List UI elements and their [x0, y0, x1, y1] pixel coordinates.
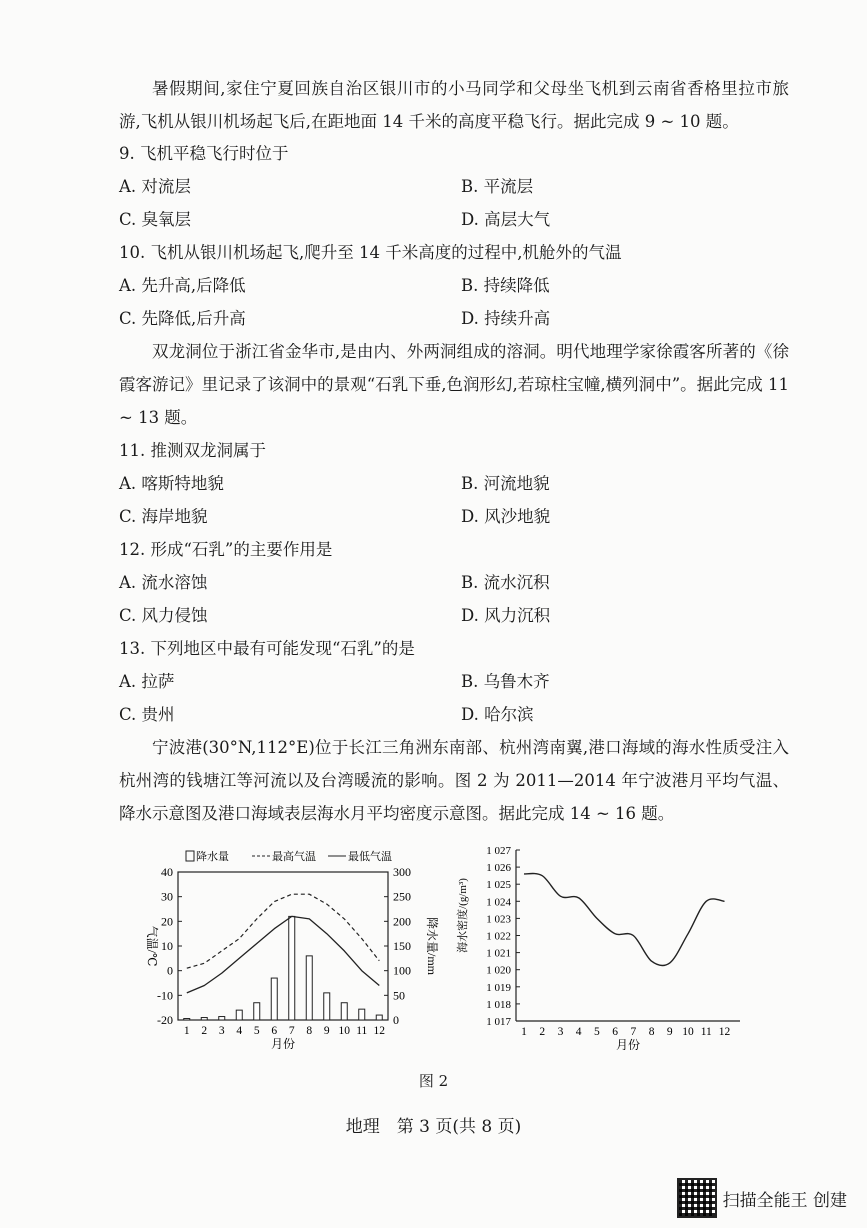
q9-option-c: C. 臭氧层 [119, 210, 192, 229]
qr-code-icon [677, 1178, 717, 1218]
precip-bar [236, 1010, 242, 1020]
legend-precip-label: 降水量 [196, 851, 229, 863]
precip-bar [289, 916, 295, 1020]
question-12-stem: 12. 形成“石乳”的主要作用是 [119, 540, 333, 559]
x-tick-label: 5 [253, 1025, 260, 1037]
left-tick-label: 0 [167, 963, 173, 978]
q12-option-c: C. 风力侵蚀 [119, 606, 208, 625]
question-9-stem: 9. 飞机平稳飞行时位于 [119, 144, 289, 163]
q9-option-b: B. 平流层 [461, 177, 534, 196]
right-tick-label: 150 [393, 939, 411, 953]
x-tick-label: 1 [521, 1026, 527, 1038]
q10-option-a: A. 先升高,后降低 [119, 276, 246, 295]
precip-bar [201, 1018, 207, 1020]
x-tick-label: 1 [183, 1025, 190, 1037]
precip-bar [219, 1017, 225, 1020]
q10-option-b: B. 持续降低 [461, 276, 550, 295]
left-tick-label: 20 [161, 914, 173, 929]
y-tick-label: 1 019 [486, 981, 511, 994]
precip-bar [306, 956, 312, 1020]
x-axis-label: 月份 [615, 1038, 641, 1052]
x-tick-label: 6 [271, 1025, 278, 1037]
y-tick-label: 1 026 [486, 862, 511, 875]
q10-option-c: C. 先降低,后升高 [119, 309, 246, 328]
y-axis-label: 海水密度/(g/m³) [457, 878, 469, 953]
x-tick-label: 10 [682, 1026, 694, 1038]
x-tick-label: 3 [557, 1026, 564, 1038]
right-tick-label: 100 [393, 963, 411, 978]
legend-max-label: 最高气温 [272, 851, 316, 863]
y-tick-label: 1 024 [486, 896, 511, 909]
x-tick-label: 4 [236, 1025, 243, 1037]
precip-bar [271, 978, 277, 1020]
q13-option-c: C. 贵州 [119, 705, 175, 724]
x-tick-label: 11 [700, 1026, 712, 1038]
q9-option-d: D. 高层大气 [461, 210, 551, 229]
right-tick-label: 300 [393, 865, 411, 879]
precip-bar [184, 1019, 190, 1020]
page-footer: 地理 第 3 页(共 8 页) [345, 1117, 522, 1137]
y-tick-label: 1 025 [486, 879, 511, 892]
legend-precip-swatch [186, 851, 194, 861]
x-tick-label: 8 [306, 1025, 313, 1037]
x-tick-label: 7 [288, 1025, 295, 1037]
left-tick-label: 40 [161, 865, 173, 879]
min-temp-line [187, 916, 379, 993]
q13-option-b: B. 乌鲁木齐 [461, 672, 550, 691]
right-axis-label: 降水量/mm [425, 916, 439, 976]
x-tick-label: 12 [718, 1026, 731, 1038]
right-tick-label: 250 [393, 889, 411, 904]
x-tick-label: 9 [666, 1026, 673, 1038]
x-tick-label: 7 [630, 1026, 637, 1038]
y-tick-label: 1 018 [486, 998, 511, 1011]
x-tick-label: 2 [201, 1025, 208, 1037]
y-tick-label: 1 022 [486, 930, 511, 943]
figure-caption: 图 2 [418, 1072, 449, 1090]
precip-bar [254, 1003, 260, 1020]
y-tick-label: 1 023 [486, 913, 511, 926]
right-tick-label: 50 [393, 988, 405, 1003]
question-10-stem: 10. 飞机从银川机场起飞,爬升至 14 千米高度的过程中,机舱外的气温 [119, 243, 622, 262]
left-axis-label: 气温/℃ [145, 925, 159, 967]
q11-option-b: B. 河流地貌 [461, 474, 550, 493]
y-tick-label: 1 021 [486, 947, 511, 960]
x-tick-label: 4 [575, 1026, 582, 1038]
intro-paragraph-3: 宁波港(30°N,112°E)位于长江三角洲东南部、杭州湾南翼,港口海域的海水性质受注入杭州湾的钱塘江等河流以及台湾暖流的影响。图 2 为 2011—2014 年宁波港月平均气温、降水示意图及港口海域表层海水月平均密度示意图。据此完成 14 ~ 16 题。 [119, 738, 789, 823]
y-tick-label: 1 020 [486, 964, 511, 977]
right-tick-label: 0 [393, 1013, 399, 1027]
left-tick-label: -20 [157, 1013, 173, 1027]
q12-option-d: D. 风力沉积 [461, 606, 551, 625]
precip-bar [359, 1009, 365, 1020]
precip-bar [324, 993, 330, 1020]
q13-option-d: D. 哈尔滨 [461, 705, 534, 724]
x-tick-label: 9 [323, 1025, 330, 1037]
q11-option-a: A. 喀斯特地貌 [119, 474, 224, 493]
precip-bar [376, 1015, 382, 1020]
question-11-stem: 11. 推测双龙洞属于 [119, 441, 266, 460]
intro-paragraph-1: 暑假期间,家住宁夏回族自治区银川市的小马同学和父母坐飞机到云南省香格里拉市旅游,飞机从银川机场起飞后,在距地面 14 千米的高度平稳飞行。据此完成 9 ~ 10 题。 [119, 79, 789, 131]
right-tick-label: 200 [393, 914, 411, 929]
y-tick-label: 1 017 [486, 1016, 511, 1028]
q11-option-c: C. 海岸地貌 [119, 507, 208, 526]
x-tick-label: 10 [338, 1025, 350, 1037]
question-13-stem: 13. 下列地区中最有可能发现“石乳”的是 [119, 639, 415, 658]
precip-bar [341, 1003, 347, 1020]
x-tick-label: 3 [218, 1025, 225, 1037]
x-tick-label: 12 [373, 1025, 385, 1037]
y-tick-label: 1 027 [486, 845, 511, 857]
watermark-text: 扫描全能王 创建 [722, 1190, 847, 1211]
q12-option-a: A. 流水溶蚀 [119, 573, 208, 592]
q9-option-a: A. 对流层 [119, 177, 191, 196]
climate-chart [130, 842, 450, 1068]
x-tick-label: 8 [648, 1026, 655, 1038]
q12-option-b: B. 流水沉积 [461, 573, 550, 592]
intro-paragraph-2: 双龙洞位于浙江省金华市,是由内、外两洞组成的溶洞。明代地理学家徐霞客所著的《徐霞客游记》里记录了该洞中的景观“石乳下垂,色润形幻,若琼柱宝幢,横列洞中”。据此完成 11 ~ 13 题。 [119, 342, 789, 427]
q13-option-a: A. 拉萨 [119, 672, 175, 691]
legend-min-label: 最低气温 [348, 851, 392, 863]
plot-frame [178, 872, 388, 1020]
q10-option-d: D. 持续升高 [461, 309, 551, 328]
x-tick-label: 11 [356, 1025, 368, 1037]
q11-option-d: D. 风沙地貌 [461, 507, 551, 526]
left-tick-label: 10 [161, 939, 173, 953]
density-line [524, 873, 725, 965]
x-tick-label: 2 [539, 1026, 546, 1038]
left-tick-label: 30 [161, 889, 173, 904]
x-tick-label: 6 [612, 1026, 618, 1038]
density-chart [450, 838, 760, 1064]
x-tick-label: 5 [594, 1026, 600, 1038]
x-axis-label: 月份 [270, 1037, 296, 1051]
scanner-watermark [677, 1178, 847, 1218]
left-tick-label: -10 [157, 988, 173, 1003]
